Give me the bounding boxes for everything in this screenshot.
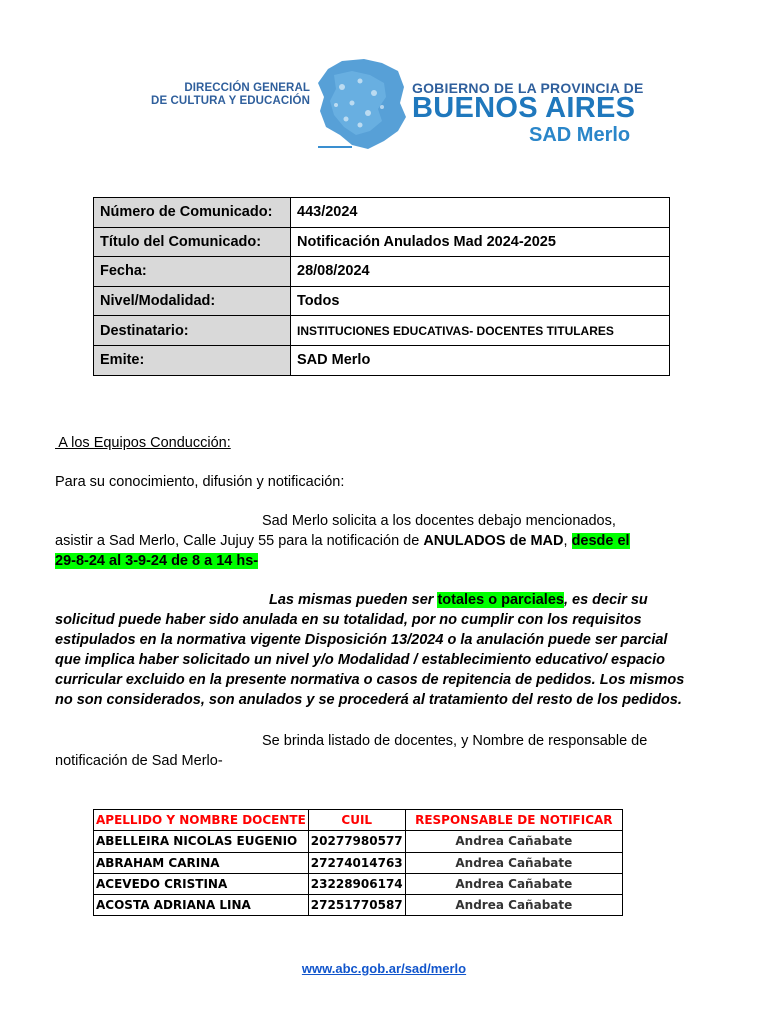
info-label: Número de Comunicado:: [94, 198, 291, 228]
totales-parciales-highlight: totales o parciales: [437, 592, 564, 608]
dgce-line-2: DE CULTURA Y EDUCACIÓN: [151, 95, 310, 107]
info-label: Título del Comunicado:: [94, 227, 291, 257]
p2-line-2: solicitud puede haber sido anulada en su totalidad, por no cumplir con los requisitos: [55, 612, 642, 628]
info-row: [94, 198, 670, 228]
docente-responsable: Andrea Cañabate: [405, 895, 622, 916]
docente-nombre: ABELLEIRA NICOLAS EUGENIO: [94, 831, 309, 852]
docente-responsable: Andrea Cañabate: [405, 852, 622, 873]
docente-cuil: 20277980577: [308, 831, 405, 852]
info-label: Nivel/Modalidad:: [94, 286, 291, 316]
intro-text: Para su conocimiento, difusión y notificación:: [55, 474, 345, 490]
p1-text: asistir a Sad Merlo, Calle Jujuy 55 para la notificación de: [55, 533, 424, 549]
p2-paragraph: [55, 590, 695, 710]
p2-line-5: curricular excluido en la presente normativa o casos de repitencia de pedidos. Los mismos: [55, 672, 685, 688]
docente-responsable: Andrea Cañabate: [405, 873, 622, 894]
info-label: Emite:: [94, 345, 291, 375]
p1-line-1: Sad Merlo solicita a los docentes debajo mencionados,: [262, 513, 616, 529]
table-row: [94, 852, 623, 873]
info-label: Destinatario:: [94, 316, 291, 346]
date-range-highlight: desde el: [571, 533, 630, 549]
header-responsable: RESPONSABLE DE NOTIFICAR: [405, 810, 622, 831]
p3-line-2: notificación de Sad Merlo-: [55, 753, 223, 769]
docente-nombre: ABRAHAM CARINA: [94, 852, 309, 873]
p1-line-3: [55, 551, 258, 571]
p1-line-2: [55, 531, 630, 551]
dgce-logo-text: [128, 82, 310, 108]
info-value: 28/08/2024: [291, 257, 670, 287]
p2-line-6: no son considerados, son anulados y se procederá al tratamiento del resto de los pedidos.: [55, 692, 682, 708]
sad-merlo-text: SAD Merlo: [529, 124, 631, 146]
anulados-mad-text: ANULADOS de MAD: [423, 533, 564, 549]
p2-line-3: estipulados en la normativa vigente Disposición 13/2024 o la anulación puede ser parcial: [55, 632, 668, 648]
table-row: [94, 895, 623, 916]
province-map-icon: [312, 57, 412, 152]
docentes-table: [93, 809, 623, 916]
info-value: SAD Merlo: [291, 345, 670, 375]
header-cuil: CUIL: [308, 810, 405, 831]
p2-text-end: , es decir su: [563, 592, 648, 608]
p2-text: Las mismas pueden ser: [269, 592, 438, 608]
docente-nombre: ACEVEDO CRISTINA: [94, 873, 309, 894]
info-label: Fecha:: [94, 257, 291, 287]
info-value: Todos: [291, 286, 670, 316]
dgce-line-1: DIRECCIÓN GENERAL: [184, 82, 310, 94]
p1-comma: ,: [563, 533, 572, 549]
info-row: [94, 345, 670, 375]
info-row: [94, 316, 670, 346]
info-row: [94, 257, 670, 287]
p3-line-1: Se brinda listado de docentes, y Nombre de responsable de: [262, 733, 648, 749]
docente-cuil: 27274014763: [308, 852, 405, 873]
p2-line-1: [55, 590, 695, 610]
gobierno-text: GOBIERNO DE LA PROVINCIA DE: [412, 80, 644, 96]
footer-website-link[interactable]: www.abc.gob.ar/sad/merlo: [301, 961, 467, 976]
table-header-row: [94, 810, 623, 831]
p2-line-4: que implica haber solicitado un nivel y/o Modalidad / establecimiento educativo/ espacio: [55, 652, 665, 668]
docente-cuil: 27251770587: [308, 895, 405, 916]
buenos-aires-text: BUENOS AIRES: [412, 92, 636, 124]
table-row: [94, 831, 623, 852]
greeting: A los Equipos Conducción:: [55, 435, 231, 451]
date-range-highlight-2: 29-8-24 al 3-9-24 de 8 a 14 hs-: [55, 553, 259, 569]
docente-responsable: Andrea Cañabate: [405, 831, 622, 852]
info-value: 443/2024: [291, 198, 670, 228]
info-value: INSTITUCIONES EDUCATIVAS- DOCENTES TITULARES: [291, 316, 670, 346]
comunicado-info-table: [93, 197, 670, 376]
table-row: [94, 873, 623, 894]
info-value: Notificación Anulados Mad 2024-2025: [291, 227, 670, 257]
info-row: [94, 227, 670, 257]
info-row: [94, 286, 670, 316]
docente-cuil: 23228906174: [308, 873, 405, 894]
header-nombre: APELLIDO Y NOMBRE DOCENTE: [94, 810, 309, 831]
docente-nombre: ACOSTA ADRIANA LINA: [94, 895, 309, 916]
